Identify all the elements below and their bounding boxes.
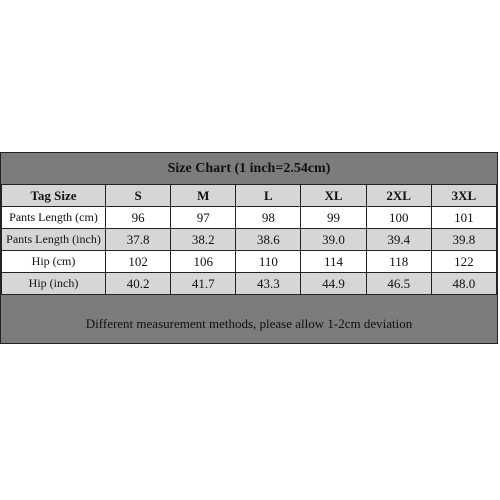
table-cell: 96 (106, 207, 171, 229)
table-cell: 41.7 (171, 273, 236, 295)
table-cell: 118 (366, 251, 431, 273)
table-cell: 39.4 (366, 229, 431, 251)
table-row (2, 273, 497, 295)
table-cell: 40.2 (106, 273, 171, 295)
table-cell: 114 (301, 251, 366, 273)
table-cell: 39.0 (301, 229, 366, 251)
header-cell: 3XL (431, 185, 496, 207)
row-label: Pants Length (cm) (2, 207, 106, 229)
size-chart (0, 152, 498, 344)
table-row (2, 229, 497, 251)
header-cell: M (171, 185, 236, 207)
table-cell: 37.8 (106, 229, 171, 251)
table-cell: 38.6 (236, 229, 301, 251)
table-cell: 44.9 (301, 273, 366, 295)
chart-title: Size Chart (1 inch=2.54cm) (167, 160, 331, 176)
table-cell: 122 (431, 251, 496, 273)
row-label: Pants Length (inch) (2, 229, 106, 251)
table-cell: 98 (236, 207, 301, 229)
header-cell: XL (301, 185, 366, 207)
header-cell: 2XL (366, 185, 431, 207)
table-row (2, 251, 497, 273)
table-cell: 106 (171, 251, 236, 273)
table-cell: 39.8 (431, 229, 496, 251)
table-cell: 100 (366, 207, 431, 229)
table-cell: 97 (171, 207, 236, 229)
table-cell: 101 (431, 207, 496, 229)
table-cell: 46.5 (366, 273, 431, 295)
table-cell: 102 (106, 251, 171, 273)
deviation-note: Different measurement methods, please allow 1-2cm deviation (85, 316, 413, 331)
table-cell: 43.3 (236, 273, 301, 295)
row-label: Hip (inch) (2, 273, 106, 295)
row-label: Hip (cm) (2, 251, 106, 273)
table-cell: 99 (301, 207, 366, 229)
table-row (2, 207, 497, 229)
header-cell: S (106, 185, 171, 207)
table-header-row (2, 185, 497, 207)
table-cell: 48.0 (431, 273, 496, 295)
size-table (1, 184, 497, 295)
header-cell: Tag Size (2, 185, 106, 207)
table-cell: 38.2 (171, 229, 236, 251)
header-cell: L (236, 185, 301, 207)
table-cell: 110 (236, 251, 301, 273)
